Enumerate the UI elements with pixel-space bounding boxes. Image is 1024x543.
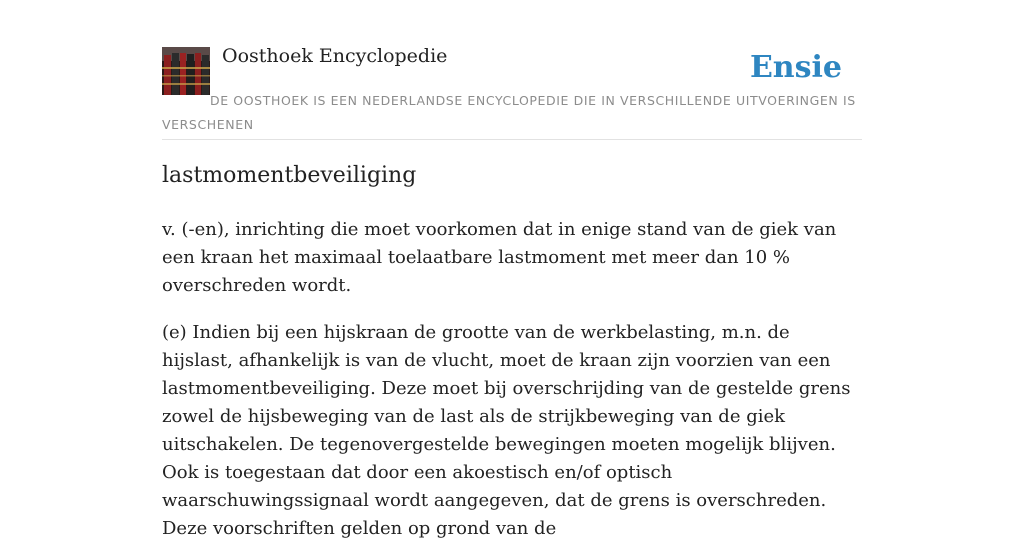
entry-paragraph-1: v. (-en), inrichting die moet voorkomen dat in enige stand van de giek van een kraan het maximaal toelaatbare lastmoment met meer dan 10 % overschreden wordt.: [162, 219, 837, 296]
ensie-logo[interactable]: Ensie: [749, 50, 842, 85]
site-avatar[interactable]: [162, 47, 210, 95]
site-title[interactable]: Oosthoek Encyclopedie: [222, 45, 448, 67]
book-spines-icon: [162, 47, 210, 95]
page-container: [162, 0, 862, 539]
site-tagline: DE OOSTHOEK IS EEN NEDERLANDSE ENCYCLOPEDIE DIE IN VERSCHILLENDE UITVOERINGEN IS VERSCHENEN: [162, 93, 856, 132]
site-header: [162, 0, 862, 140]
entry-title: lastmomentbeveiliging: [162, 163, 417, 188]
entry-paragraph-2: (e) Indien bij een hijskraan de grootte van de werkbelasting, m.n. de hijslast, afhankelijk is van de vlucht, moet de kraan zijn voorzien van een lastmomentbeveiliging. Deze moet bij overschrijding van de gestelde grens zowel de hijsbeweging van de last als de strijkbeweging van de giek uitschakelen. De tegenovergestelde bewegingen moeten mogelijk blijven. Ook is toegestaan dat door een akoestisch en/of optisch waarschuwingssignaal wordt aangegeven, dat de grens is overschreden. Deze voorschriften gelden op grond van de: [162, 322, 851, 539]
